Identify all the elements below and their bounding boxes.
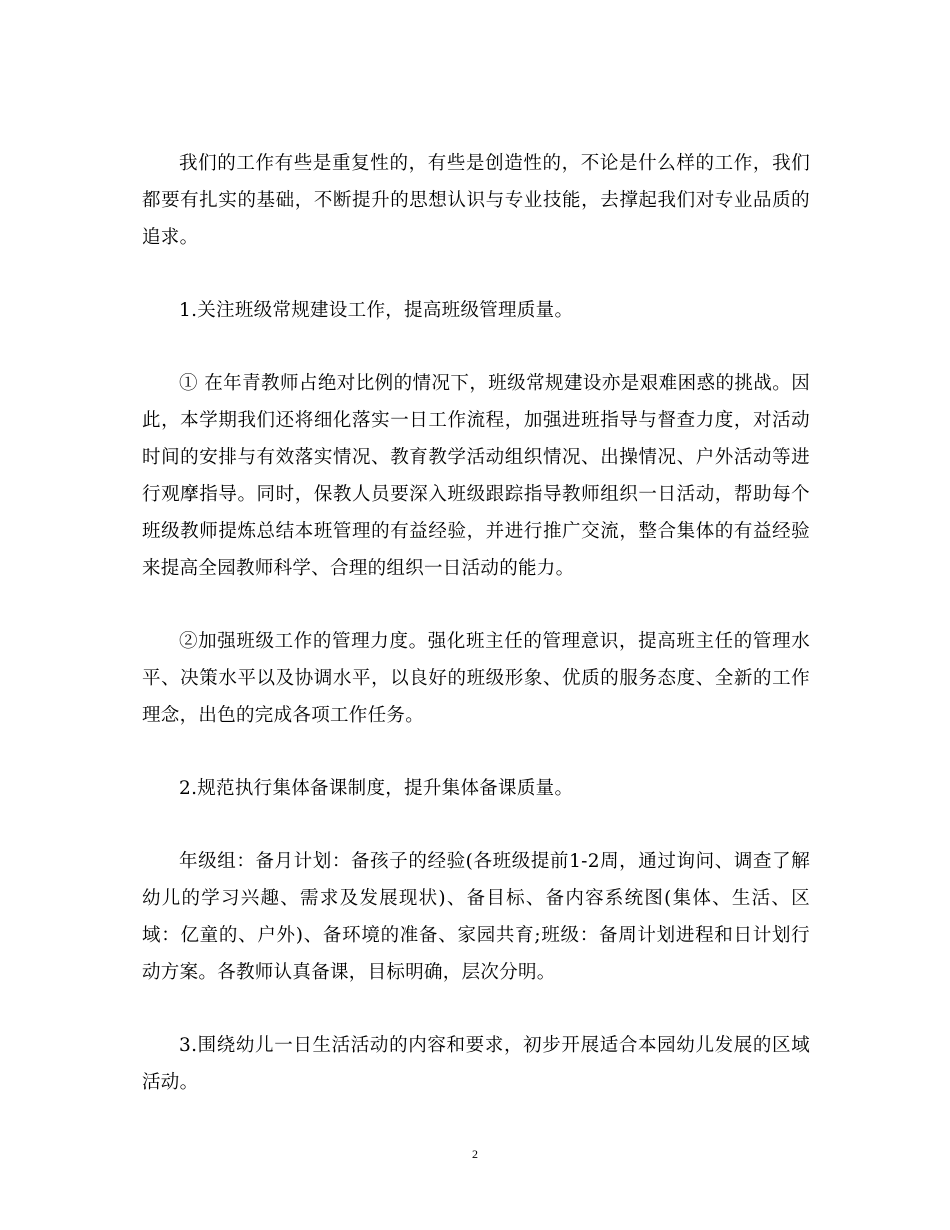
- heading-lesson-preparation: 2.规范执行集体备课制度，提升集体备课质量。: [179, 778, 574, 799]
- document-body: [142, 145, 810, 1137]
- page-number: 2: [472, 1147, 478, 1161]
- paragraph-class-management-strength: ②加强班级工作的管理力度。强化班主任的管理意识，提高班主任的管理水平、决策水平以及协调水平，以良好的班级形象、优质的服务态度、全新的工作理念，出色的完成各项工作任务。: [142, 631, 810, 726]
- paragraph-class-routine: ① 在年青教师占绝对比例的情况下，班级常规建设亦是艰难困惑的挑战。因此，本学期我们还将细化落实一日工作流程，加强进班指导与督查力度，对活动时间的安排与有效落实情况、教育教学活动组织情况、出操情况、户外活动等进行观摩指导。同时，保教人员要深入班级跟踪指导教师组织一日活动，帮助每个班级教师提炼总结本班管理的有益经验，并进行推广交流，整合集体的有益经验来提高全园教师科学、合理的组织一日活动的能力。: [142, 373, 810, 579]
- paragraph-intro: 我们的工作有些是重复性的，有些是创造性的，不论是什么样的工作，我们都要有扎实的基础，不断提升的思想认识与专业技能，去撑起我们对专业品质的追求。: [142, 153, 810, 248]
- heading-class-management: 1.关注班级常规建设工作，提高班级管理质量。: [179, 300, 574, 321]
- heading-area-activities: 3.围绕幼儿一日生活活动的内容和要求，初步开展适合本园幼儿发展的区域活动。: [142, 1035, 810, 1093]
- paragraph-grade-group-plan: 年级组：备月计划：备孩子的经验(各班级提前1-2周，通过询问、调查了解幼儿的学习兴趣、需求及发展现状)、备目标、备内容系统图(集体、生活、区域：亿童的、户外)、备环境的准备、家园共育;班级：备周计划进程和日计划行动方案。各教师认真备课，目标明确，层次分明。: [142, 851, 810, 983]
